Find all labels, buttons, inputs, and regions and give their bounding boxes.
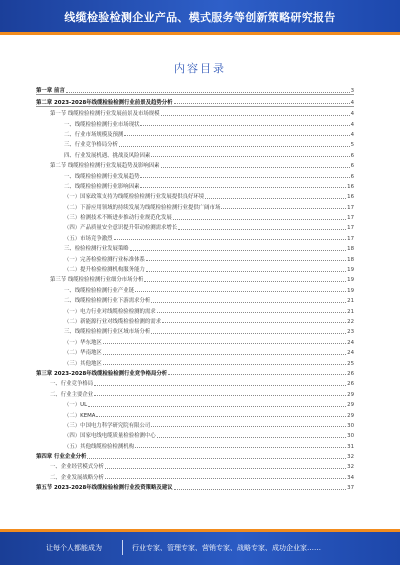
toc-entry-title: （二）华南地区 [64,350,102,357]
toc-entry[interactable] [36,221,354,231]
toc-entry-page: 5 [350,142,354,149]
toc-entry-title: 二、行业市场规模及预测 [64,131,124,138]
toc-entry[interactable] [36,325,354,335]
toc-entry-page: 29 [347,412,354,419]
toc-leader-dots [88,406,346,407]
toc-entry-title: 第一节 线缆检验检测行业发展前景及市场规模 [50,111,160,118]
toc-entry-page: 18 [347,246,354,253]
toc-entry[interactable] [36,387,354,397]
toc-entry-title: （三）检测技术不断进步推动行业规范化发展 [64,215,172,222]
toc-entry-page: 22 [347,318,354,325]
toc-entry-title: （三）中国电力科学研究院有限公司 [64,422,151,429]
toc-entry[interactable] [36,273,354,283]
toc-entry[interactable] [36,128,354,138]
toc-entry-title: （三）其他地区 [64,360,102,367]
toc-leader-dots [130,250,346,251]
toc-entry-title: 一、企业经营模式分析 [50,464,104,471]
toc-leader-dots [96,416,346,417]
header-accent-stripe [0,32,400,35]
toc-entry[interactable] [36,180,354,190]
toc-entry-title: 四、行业发展机遇、挑战及风险因素 [64,152,151,159]
table-of-contents [36,84,354,491]
toc-entry[interactable] [36,481,354,491]
toc-entry-page: 4 [350,131,354,138]
toc-entry[interactable] [36,377,354,387]
toc-entry-title: （二）下游应用领域的持续发展为线缆检验检测行业提供广阔市场 [64,204,221,211]
toc-entry-page: 6 [350,163,354,170]
toc-leader-dots [94,395,346,396]
toc-leader-dots [144,281,346,282]
toc-entry[interactable] [36,159,354,169]
toc-entry-page: 30 [347,433,354,440]
footer-slogan-right: 行业专家、管理专家、营销专家、战略专家、成功企业家…… [132,544,321,552]
toc-entry[interactable] [36,242,354,252]
toc-entry[interactable] [36,356,354,366]
toc-entry-title: 第四章 行业企业分析 [36,454,87,461]
footer-banner [0,532,400,565]
toc-entry-title: 第二节 线缆检验检测行业发展趋势及影响因素 [50,163,160,170]
toc-entry-title: 第一章 前言 [36,88,65,95]
footer-slogan-left: 让每个人都能成为 [46,544,102,552]
toc-entry-title: （一）UL [64,402,88,409]
toc-leader-dots [168,374,346,375]
toc-entry-page: 37 [347,485,354,492]
toc-entry-page: 30 [347,422,354,429]
toc-entry-page: 19 [347,277,354,284]
toc-entry[interactable] [36,346,354,356]
toc-entry-title: 一、线缆检验检测行业市场现状 [64,121,140,128]
toc-leader-dots [94,385,346,386]
toc-entry[interactable] [36,117,354,127]
report-header-banner [0,0,400,32]
toc-entry[interactable] [36,169,354,179]
toc-entry[interactable] [36,439,354,449]
toc-leader-dots [161,167,350,168]
toc-entry-title: （四）产品质量安全意识提升带动检测需求增长 [64,225,178,232]
toc-entry-title: 二、企业发展战略分析 [50,474,104,481]
toc-leader-dots [174,103,350,104]
toc-entry-title: （一）电力行业对线缆检验检测的需求 [64,308,156,315]
toc-entry-page: 4 [350,99,354,106]
toc-leader-dots [135,447,346,448]
toc-entry[interactable] [36,450,354,460]
toc-entry-title: （一）国家政策支持为线缆检验检测行业发展提供良好环境 [64,194,205,201]
toc-leader-dots [162,322,346,323]
toc-entry[interactable] [36,335,354,345]
toc-entry-page: 3 [350,88,354,95]
toc-entry-title: 一、线缆检验检测行业发展趋势 [64,173,140,180]
toc-leader-dots [173,219,346,220]
toc-entry[interactable] [36,367,354,377]
toc-entry[interactable] [36,429,354,439]
toc-entry-page: 4 [350,121,354,128]
toc-entry-title: （四）国家电线电缆质量检验检测中心 [64,433,156,440]
toc-leader-dots [119,146,350,147]
toc-entry-page: 19 [347,287,354,294]
toc-entry-page: 17 [347,225,354,232]
toc-leader-dots [103,343,346,344]
toc-entry-page: 26 [347,370,354,377]
toc-entry-page: 24 [347,339,354,346]
toc-entry-page: 29 [347,402,354,409]
toc-entry-page: 17 [347,204,354,211]
toc-entry-page: 17 [347,235,354,242]
toc-entry-page: 31 [347,443,354,450]
toc-entry[interactable] [36,398,354,408]
toc-leader-dots [221,208,346,209]
toc-entry[interactable] [36,294,354,304]
toc-leader-dots [157,312,346,313]
toc-entry-title: 一、线缆检验检测行业产业链 [64,287,135,294]
toc-entry-title: 二、行业主要企业 [50,391,94,398]
toc-entry-page: 34 [347,474,354,481]
toc-entry[interactable] [36,304,354,314]
toc-entry-page: 16 [347,194,354,201]
toc-entry-title: 一、行业竞争格局 [50,381,94,388]
toc-entry[interactable] [36,200,354,210]
toc-entry[interactable] [36,408,354,418]
toc-entry[interactable] [36,460,354,470]
toc-entry-page: 24 [347,350,354,357]
toc-leader-dots [146,260,346,261]
toc-entry-title: （一）完善检验检测行业标准体系 [64,256,145,263]
toc-entry-page: 26 [347,381,354,388]
toc-leader-dots [140,177,349,178]
toc-leader-dots [105,468,346,469]
toc-leader-dots [157,437,346,438]
toc-entry-title: （五）其他线缆检验检测机构 [64,443,135,450]
toc-leader-dots [140,187,346,188]
toc-leader-dots [146,271,346,272]
toc-entry-page: 6 [350,152,354,159]
toc-entry-title: 第五节 2023-2028年线缆检验检测行业投资策略及建议 [36,485,173,492]
toc-entry[interactable] [36,419,354,429]
toc-entry-title: （二）提升检验检测机构服务能力 [64,267,145,274]
toc-entry-page: 4 [350,111,354,118]
toc-leader-dots [103,354,346,355]
toc-entry-title: 三、行业竞争格局分析 [64,142,118,149]
toc-leader-dots [161,115,350,116]
toc-entry-title: 第三节 线缆检验检测行业细分市场分析 [50,277,144,284]
toc-entry[interactable] [36,95,354,106]
toc-entry-page: 21 [347,308,354,315]
toc-leader-dots [66,92,350,93]
toc-leader-dots [205,198,346,199]
toc-entry[interactable] [36,190,354,200]
toc-leader-dots [151,156,349,157]
toc-entry[interactable] [36,263,354,273]
toc-leader-dots [105,478,346,479]
toc-entry-title: 第二章 2023-2028年线缆检验检测行业前景及趋势分析 [36,99,173,106]
toc-entry-title: （二）新能源行业对线缆检验检测的需求 [64,318,162,325]
toc-leader-dots [174,489,347,490]
toc-leader-dots [103,364,346,365]
report-title: 线缆检验检测企业产品、模式服务等创新策略研究报告 [64,11,336,24]
toc-entry-page: 19 [347,267,354,274]
toc-leader-dots [151,302,346,303]
toc-entry-page: 17 [347,215,354,222]
toc-entry[interactable] [36,315,354,325]
toc-entry[interactable] [36,148,354,158]
toc-entry-title: 三、检验检测行业发展策略 [64,246,129,253]
toc-entry[interactable] [36,470,354,480]
toc-entry-page: 18 [347,256,354,263]
toc-entry-title: 第三章 2023-2028年线缆检验检测行业竞争格局分析 [36,370,168,377]
toc-entry-page: 6 [350,173,354,180]
toc-entry[interactable] [36,283,354,293]
toc-leader-dots [151,426,346,427]
toc-leader-dots [124,135,349,136]
toc-entry-page: 32 [347,454,354,461]
toc-entry-page: 21 [347,298,354,305]
toc-entry-page: 29 [347,391,354,398]
footer-accent-stripe [0,529,400,532]
toc-entry[interactable] [36,138,354,148]
toc-entry-page: 32 [347,464,354,471]
toc-leader-dots [114,239,347,240]
toc-entry-title: 二、线缆检验检测行业下游需求分析 [64,298,151,305]
toc-leader-dots [135,291,346,292]
toc-entry-title: （一）华东地区 [64,339,102,346]
toc-entry[interactable] [36,84,354,95]
toc-entry-title: （五）市场竞争激烈 [64,235,113,242]
toc-heading: 内容目录 [174,62,226,75]
toc-entry-title: 二、线缆检验检测行业影响因素 [64,183,140,190]
toc-entry[interactable] [36,107,354,117]
toc-entry-page: 23 [347,329,354,336]
toc-entry-title: 三、线缆检验检测行业区域市场分析 [64,329,151,336]
toc-leader-dots [178,229,346,230]
toc-entry[interactable] [36,231,354,241]
toc-entry-page: 16 [347,183,354,190]
toc-entry-page: 25 [347,360,354,367]
footer-divider [122,540,123,555]
toc-entry[interactable] [36,211,354,221]
toc-entry-title: （二）KEMA [64,412,96,419]
toc-leader-dots [87,458,346,459]
toc-leader-dots [151,333,346,334]
toc-entry[interactable] [36,252,354,262]
toc-leader-dots [140,125,349,126]
